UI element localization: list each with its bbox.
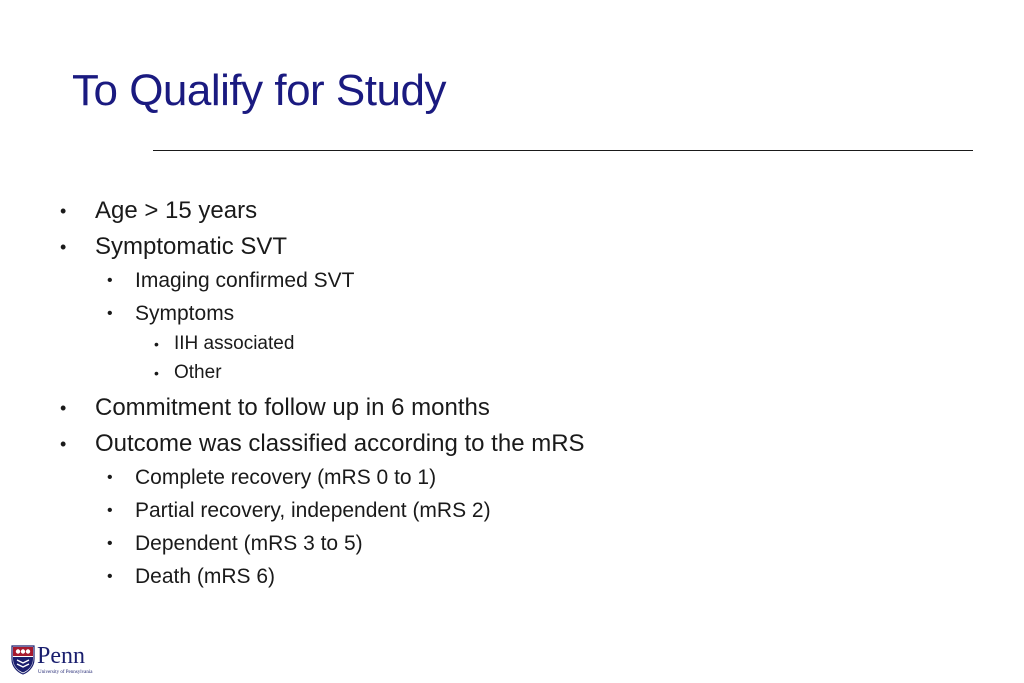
bullet-death	[107, 565, 276, 589]
bullet-text: IIH associated	[174, 333, 295, 354]
bullet-dependent	[107, 532, 363, 556]
logo-subtitle: University of Pennsylvania	[38, 670, 93, 675]
logo-wordmark: Penn	[37, 643, 85, 669]
bullet-text: Age > 15 years	[95, 197, 258, 224]
title-divider	[153, 150, 973, 151]
bullet-text: Symptomatic SVT	[95, 233, 288, 260]
bullet-marker: •	[107, 568, 113, 585]
bullet-text: Commitment to follow up in 6 months	[95, 394, 490, 421]
bullet-marker: •	[60, 237, 67, 257]
bullet-other	[154, 362, 222, 384]
bullet-marker: •	[154, 336, 159, 352]
bullet-marker: •	[107, 305, 113, 322]
bullet-partial	[107, 499, 491, 523]
bullet-marker: •	[107, 469, 113, 486]
bullet-text: Imaging confirmed SVT	[135, 269, 355, 292]
bullet-marker: •	[107, 535, 113, 552]
penn-logo	[11, 643, 111, 679]
bullet-symptoms	[107, 302, 235, 326]
bullet-text: Death (mRS 6)	[135, 565, 276, 588]
bullet-commitment	[60, 394, 490, 422]
bullet-iih	[154, 333, 295, 355]
penn-shield-icon	[11, 645, 35, 675]
bullet-marker: •	[107, 502, 113, 519]
bullet-text: Other	[174, 362, 222, 383]
slide-title: To Qualify for Study	[72, 66, 446, 115]
bullet-symptomatic	[60, 233, 288, 261]
bullet-imaging	[107, 269, 355, 293]
bullet-text: Complete recovery (mRS 0 to 1)	[135, 466, 437, 489]
bullet-marker: •	[60, 201, 67, 221]
bullet-text: Outcome was classified according to the mRS	[95, 430, 585, 457]
bullet-text: Symptoms	[135, 302, 235, 325]
bullet-marker: •	[107, 272, 113, 289]
bullet-outcome	[60, 430, 585, 458]
bullet-marker: •	[60, 434, 67, 454]
bullet-complete	[107, 466, 437, 490]
bullet-marker: •	[60, 398, 67, 418]
bullet-age	[60, 197, 258, 225]
bullet-text: Dependent (mRS 3 to 5)	[135, 532, 363, 555]
bullet-marker: •	[154, 365, 159, 381]
bullet-text: Partial recovery, independent (mRS 2)	[135, 499, 491, 522]
